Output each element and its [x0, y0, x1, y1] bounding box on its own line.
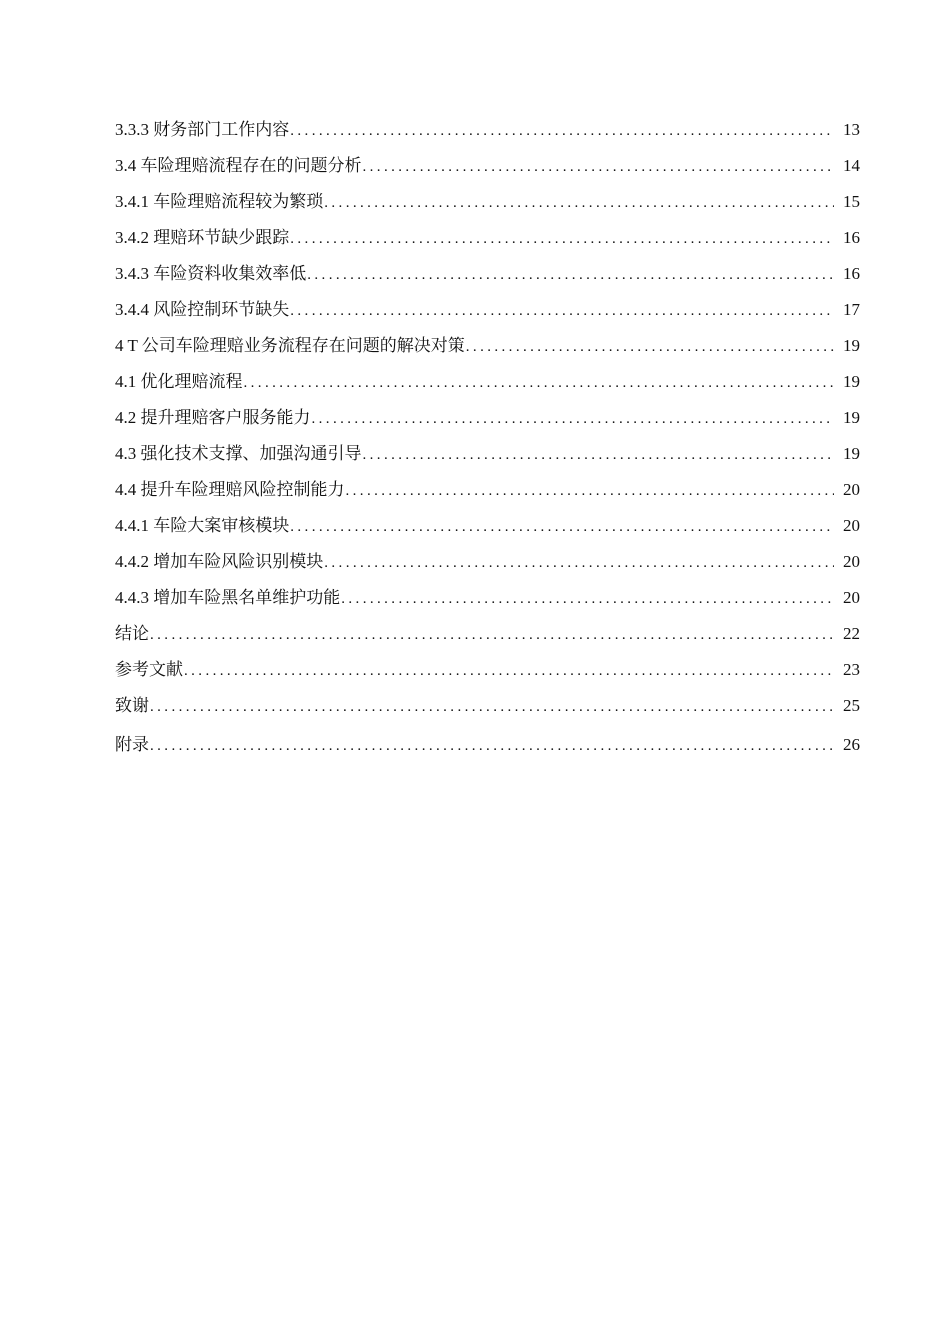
- toc-dot-leader: [150, 622, 834, 648]
- toc-entry-page: 25: [843, 696, 860, 715]
- toc-entry-page: 19: [843, 444, 860, 463]
- toc-entry-page: 14: [843, 156, 860, 175]
- toc-entry-title: 4.1 优化理赔流程: [115, 372, 243, 391]
- toc-entry-page: 22: [843, 624, 860, 643]
- toc-entry-page: 19: [843, 372, 860, 391]
- toc-dot-leader: [346, 478, 835, 504]
- toc-dot-leader: [324, 550, 834, 576]
- toc-dot-leader: [184, 658, 834, 684]
- toc-entry-title: 3.4.3 车险资料收集效率低: [115, 264, 307, 283]
- toc-entry-title: 4.2 提升理赔客户服务能力: [115, 408, 311, 427]
- toc-entry[interactable]: [115, 513, 860, 549]
- toc-dot-leader: [363, 154, 835, 180]
- toc-entry[interactable]: [115, 477, 860, 513]
- toc-entry-page: 13: [843, 120, 860, 139]
- toc-entry-page: 19: [843, 336, 860, 355]
- toc-entry-title: 4.4.3 增加车险黑名单维护功能: [115, 588, 341, 607]
- toc-entry-title: 3.4.1 车险理赔流程较为繁琐: [115, 192, 324, 211]
- toc-entry[interactable]: [115, 405, 860, 441]
- toc-dot-leader: [290, 298, 834, 324]
- toc-entry-title: 致谢: [115, 696, 149, 715]
- toc-entry[interactable]: [115, 621, 860, 657]
- toc-dot-leader: [466, 334, 834, 360]
- toc-entry-title: 3.4 车险理赔流程存在的问题分析: [115, 156, 362, 175]
- toc-dot-leader: [341, 586, 834, 612]
- toc-entry[interactable]: [115, 225, 860, 261]
- toc-dot-leader: [290, 226, 834, 252]
- toc-dot-leader: [290, 514, 834, 540]
- toc-entry-page: 23: [843, 660, 860, 679]
- table-of-contents: [115, 117, 860, 768]
- toc-entry[interactable]: [115, 333, 860, 369]
- toc-dot-leader: [150, 733, 834, 759]
- toc-entry-title: 参考文献: [115, 660, 183, 679]
- toc-entry[interactable]: [115, 585, 860, 621]
- toc-dot-leader: [307, 262, 834, 288]
- toc-entry-page: 17: [843, 300, 860, 319]
- toc-entry-title: 4.4 提升车险理赔风险控制能力: [115, 480, 345, 499]
- toc-entry-title: 结论: [115, 624, 149, 643]
- toc-entry[interactable]: [115, 117, 860, 153]
- toc-entry-title: 3.3.3 财务部门工作内容: [115, 120, 290, 139]
- toc-dot-leader: [244, 370, 835, 396]
- toc-entry[interactable]: [115, 189, 860, 225]
- toc-entry[interactable]: [115, 657, 860, 693]
- toc-dot-leader: [150, 694, 834, 720]
- toc-entry-page: 20: [843, 480, 860, 499]
- toc-entry-page: 26: [843, 735, 860, 754]
- toc-entry-page: 16: [843, 264, 860, 283]
- toc-entry-title: 3.4.2 理赔环节缺少跟踪: [115, 228, 290, 247]
- toc-entry-title: 4.4.1 车险大案审核模块: [115, 516, 290, 535]
- toc-dot-leader: [363, 442, 835, 468]
- toc-entry-page: 15: [843, 192, 860, 211]
- toc-entry[interactable]: [115, 261, 860, 297]
- toc-dot-leader: [312, 406, 835, 432]
- toc-entry[interactable]: [115, 297, 860, 333]
- toc-entry-page: 20: [843, 516, 860, 535]
- toc-entry[interactable]: [115, 693, 860, 729]
- toc-entry-page: 20: [843, 588, 860, 607]
- toc-dot-leader: [324, 190, 834, 216]
- toc-entry[interactable]: [115, 369, 860, 405]
- toc-entry-title: 附录: [115, 735, 149, 754]
- toc-entry[interactable]: [115, 441, 860, 477]
- toc-entry-page: 20: [843, 552, 860, 571]
- toc-entry-page: 16: [843, 228, 860, 247]
- toc-entry-title: 3.4.4 风险控制环节缺失: [115, 300, 290, 319]
- toc-dot-leader: [290, 118, 834, 144]
- toc-entry[interactable]: [115, 153, 860, 189]
- toc-entry-title: 4.3 强化技术支撑、加强沟通引导: [115, 444, 362, 463]
- toc-entry[interactable]: [115, 732, 860, 768]
- toc-entry[interactable]: [115, 549, 860, 585]
- toc-entry-title: 4 T 公司车险理赔业务流程存在问题的解决对策: [115, 336, 465, 355]
- toc-entry-title: 4.4.2 增加车险风险识别模块: [115, 552, 324, 571]
- toc-entry-page: 19: [843, 408, 860, 427]
